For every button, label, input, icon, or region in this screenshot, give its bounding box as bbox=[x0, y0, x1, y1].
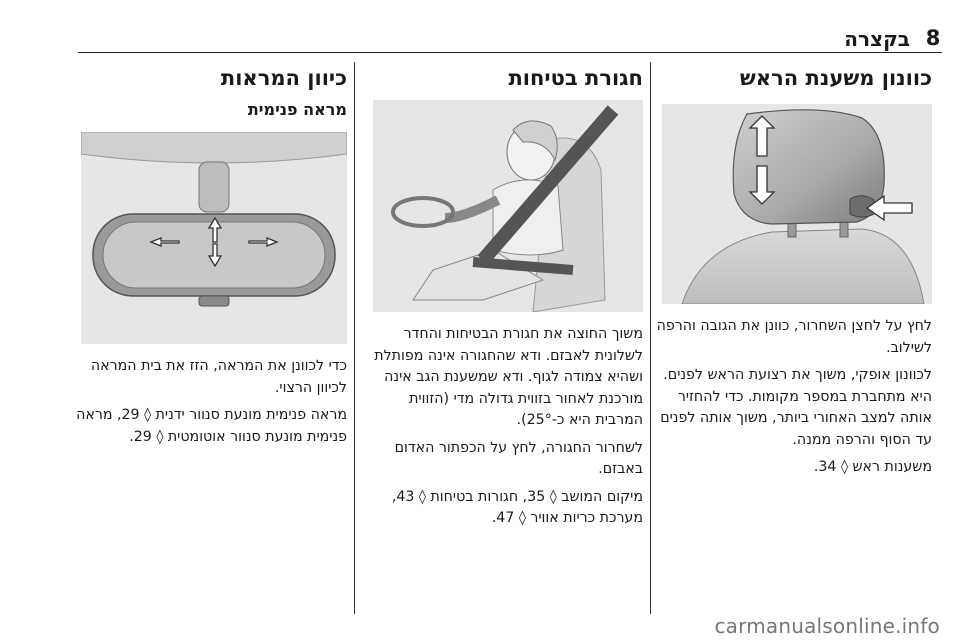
section-subtitle: מראה פנימית bbox=[247, 100, 347, 119]
paragraph: לשחרור החגורה, לחץ על הכפתור האדום באבזם. bbox=[394, 439, 643, 477]
watermark: carmanualsonline.info bbox=[714, 614, 940, 638]
section-title: חגורת בטיחות bbox=[508, 66, 643, 90]
column-divider-right bbox=[650, 62, 651, 614]
head-restraint-figure bbox=[662, 104, 932, 304]
interior-mirror-illustration bbox=[81, 132, 347, 344]
seat-belt-illustration bbox=[373, 100, 643, 312]
paragraph: מיקום המושב ◊ 35, חגורות בטיחות ◊ 43, מערכת כריות אוויר ◊ 47. bbox=[391, 488, 643, 526]
page-number: 8 bbox=[925, 26, 941, 50]
paragraph: משוך החוצה את חגורת הבטיחות והחדר לשלונית לאבזם. ודא שהחגורה אינה מפותלת ושהיא צמודה לגוף. ודא שמשענת הגב אינה מורכנת לאחור בזווית גדולה מדי (הזווית המרבית היא כ-25°). bbox=[374, 326, 643, 428]
paragraph: לחץ על לחצן השחרור, כוונן את הגובה והרפה לשילוב. bbox=[656, 318, 932, 356]
interior-mirror-figure bbox=[81, 132, 347, 344]
paragraph: מראה פנימית מונעת סנוור ידנית ◊ 29, מראה פנימית מונעת סנוור אוטומטית ◊ 29. bbox=[76, 407, 347, 445]
chapter-title: בקצרה bbox=[844, 27, 910, 51]
section-head-restraint bbox=[652, 62, 932, 485]
seat-belt-figure bbox=[373, 100, 643, 312]
paragraph: לכוונון אופקי, משוך את רצועת הראש לפנים. היא מתחברת במספר מקומות. כדי להחזיר אותה למצב האחורי ביותר, משוך אותה לפנים עד הסוף והרפה ממנה. bbox=[660, 367, 932, 448]
paragraph: כדי לכוונן את המראה, הזז את בית המראה לכיוון הרצוי. bbox=[90, 358, 347, 396]
section-title: כיוון המראות bbox=[220, 66, 347, 90]
head-restraint-illustration bbox=[662, 104, 932, 304]
paragraph: משענות ראש ◊ 34. bbox=[813, 459, 932, 475]
page-header bbox=[0, 0, 960, 50]
section-title: כוונון משענת הראש bbox=[739, 66, 932, 90]
column-divider-left bbox=[354, 62, 355, 614]
section-mirror-adjustment bbox=[74, 62, 347, 454]
header-rule bbox=[78, 52, 942, 53]
section-seat-belt bbox=[363, 62, 643, 536]
